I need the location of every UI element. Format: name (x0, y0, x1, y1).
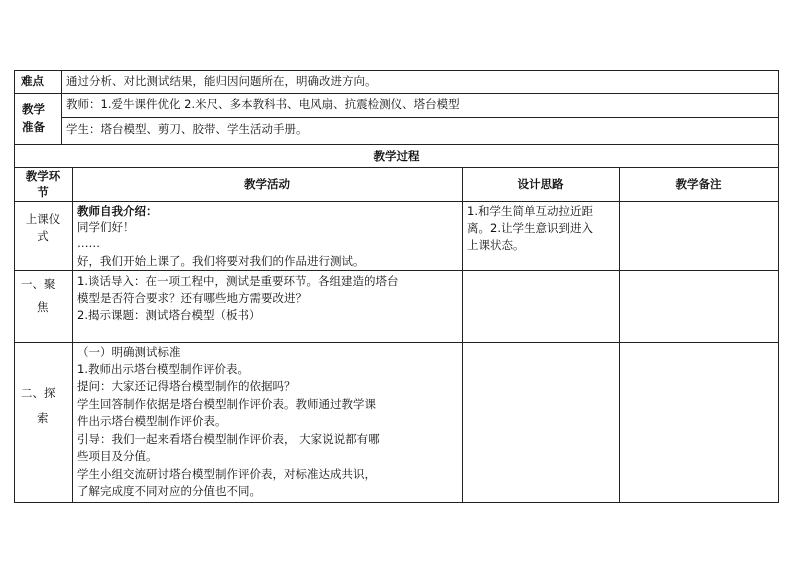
row-explore-line: 提问：大家还记得塔台模型制作的依据吗？ (77, 379, 296, 393)
prep-student-text: 学生：塔台模型、剪刀、胶带、学生活动手册。 (66, 122, 308, 136)
row-opening-line: …… (77, 236, 100, 250)
grid-line (14, 144, 779, 145)
grid-line (14, 342, 779, 343)
grid-line (14, 502, 779, 503)
prep-label-line1: 教学 (22, 102, 45, 116)
row-opening-line: 好，我们开始上课了。我们将要对我们的作品进行测试。 (77, 254, 365, 268)
row-explore-stage-line1: 二、探 (21, 386, 56, 400)
row-explore-line: 学生回答制作依据是塔台模型制作评价表。教师通过教学课 (77, 397, 376, 411)
row-focus-line: 2.揭示课题：测试塔台模型（板书） (77, 308, 261, 322)
grid-line (61, 70, 62, 145)
grid-line (14, 201, 779, 202)
row-opening-design-line: 1.和学生简单互动拉近距 (467, 204, 593, 218)
row-explore-line: 1.教师出示塔台模型制作评价表。 (77, 362, 249, 376)
grid-line (14, 93, 779, 94)
grid-line (14, 70, 15, 503)
difficulty-text: 通过分析、对比测试结果，能归因问题所在，明确改进方向。 (66, 74, 377, 88)
row-focus-line: 模型是否符合要求？还有哪些地方需要改进？ (77, 291, 307, 305)
difficulty-label: 难点 (21, 74, 44, 88)
grid-line (778, 70, 779, 503)
header-notes: 教学备注 (675, 177, 722, 191)
header-activity: 教学活动 (244, 177, 290, 191)
row-opening-design-line: 上课状态。 (467, 238, 525, 252)
row-opening-line: 同学们好！ (77, 220, 135, 234)
row-explore-line: （一）明确测试标准 (77, 345, 181, 359)
prep-label-line2: 准备 (22, 120, 45, 134)
row-explore-line: 学生小组交流研讨塔台模型制作评价表，对标准达成共识， (77, 467, 376, 481)
grid-line (14, 70, 779, 71)
row-explore-line: 了解完成度不同对应的分值也不同。 (77, 484, 261, 498)
grid-line (72, 167, 73, 503)
grid-line (14, 270, 779, 271)
prep-teacher-text: 教师：1.爱牛课件优化 2.米尺、多本教科书、电风扇、抗震检测仪、塔台模型 (66, 97, 460, 111)
row-opening-design-line: 离。2.让学生意识到进入 (467, 221, 593, 235)
grid-line (462, 167, 463, 503)
section-title: 教学过程 (373, 149, 420, 163)
header-stage-line1: 教学环 (25, 169, 61, 183)
row-explore-stage-line2: 索 (37, 411, 49, 425)
header-stage-line2: 节 (37, 185, 49, 199)
grid-line (61, 117, 779, 118)
row-explore-line: 些项目及分值。 (77, 449, 158, 463)
grid-line (14, 167, 779, 168)
row-focus-line: 1.谈话导入：在一项工程中，测试是重要环节。各组建造的塔台 (77, 274, 399, 288)
row-explore-line: 引导：我们一起来看塔台模型制作评价表， 大家说说都有哪 (77, 432, 380, 446)
row-opening-stage-line2: 式 (37, 229, 49, 243)
header-design: 设计思路 (517, 177, 564, 191)
row-opening-line: 教师自我介绍： (77, 204, 158, 218)
grid-line (619, 167, 620, 503)
row-focus-stage-line2: 焦 (37, 300, 49, 314)
row-focus-stage-line1: 一、聚 (21, 277, 56, 291)
row-opening-stage-line1: 上课仪 (25, 212, 61, 226)
row-explore-line: 件出示塔台模型制作评价表。 (77, 414, 227, 428)
